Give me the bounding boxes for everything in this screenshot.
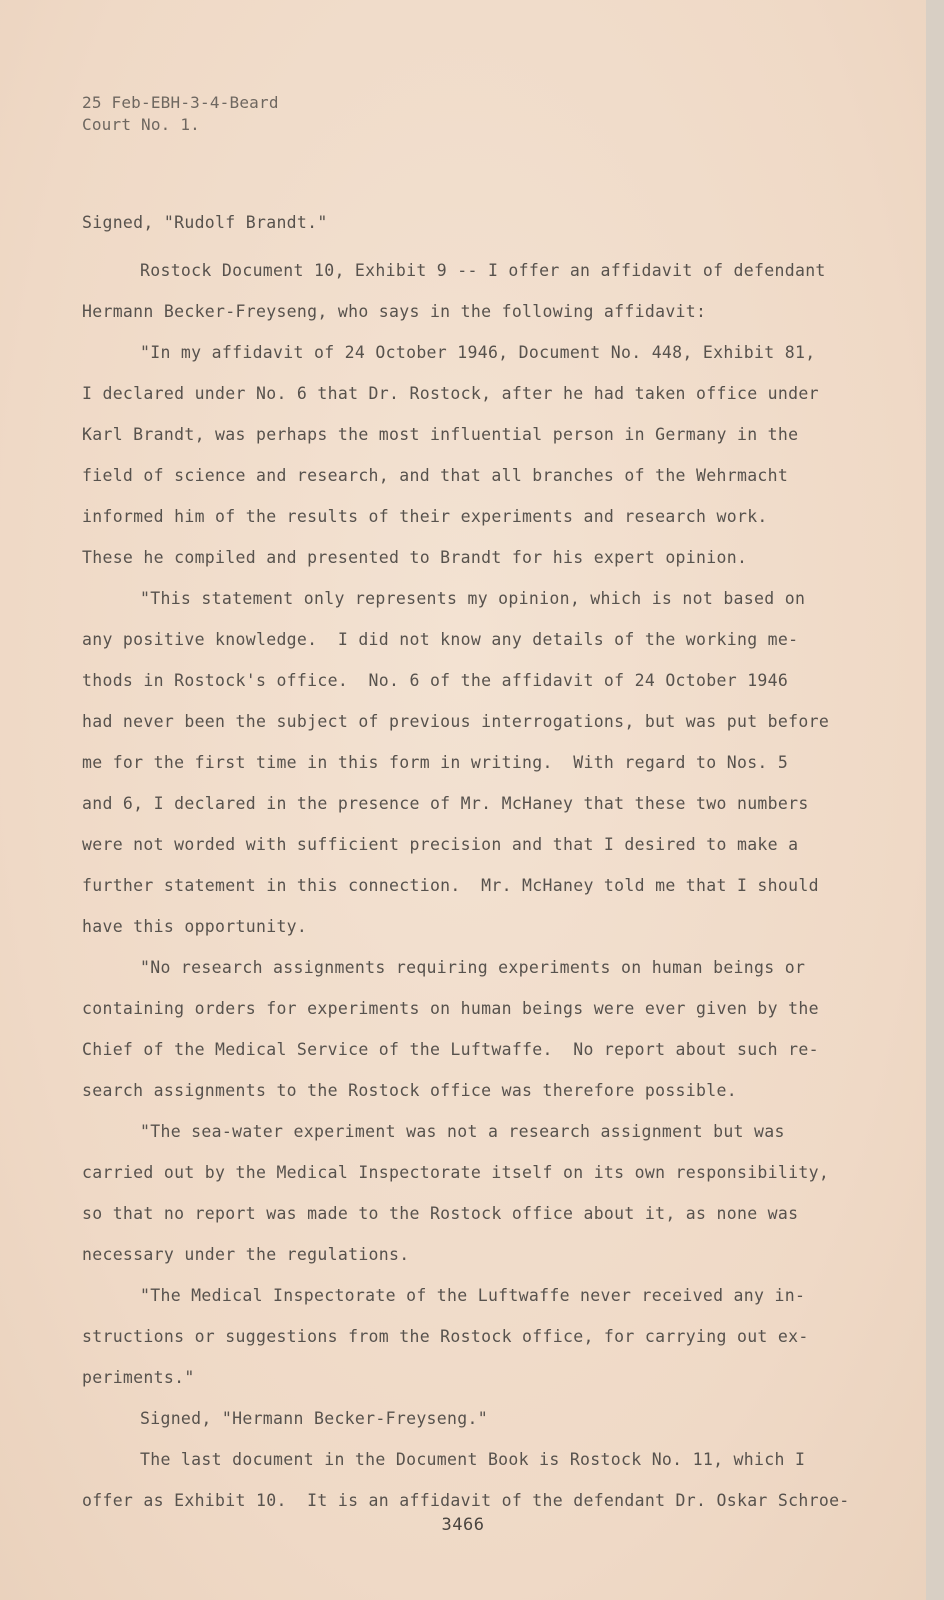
- text-line: were not worded with sufficient precision and that I desired to make a: [82, 835, 799, 854]
- text-line: Chief of the Medical Service of the Luftwaffe. No report about such re-: [82, 1040, 819, 1059]
- text-line: Rostock Document 10, Exhibit 9 -- I offer an affidavit of defendant: [140, 261, 826, 280]
- text-line: containing orders for experiments on human beings were ever given by the: [82, 999, 819, 1018]
- text-line: "This statement only represents my opinion, which is not based on: [140, 589, 806, 608]
- text-line: I declared under No. 6 that Dr. Rostock, after he had taken office under: [82, 384, 819, 403]
- text-line: "The sea-water experiment was not a research assignment but was: [140, 1122, 785, 1141]
- paragraph-affidavit-statement: [82, 332, 852, 578]
- text-line: so that no report was made to the Rostock office about it, as none was: [82, 1204, 799, 1223]
- text-line: had never been the subject of previous interrogations, but was put before: [82, 712, 830, 731]
- document-header: [82, 92, 279, 136]
- text-line: "No research assignments requiring experiments on human beings or: [140, 958, 806, 977]
- text-line: offer as Exhibit 10. It is an affidavit of the defendant Dr. Oskar Schroe-: [82, 1491, 850, 1510]
- text-line: "The Medical Inspectorate of the Luftwaffe never received any in-: [140, 1286, 806, 1305]
- text-line: and 6, I declared in the presence of Mr. McHaney that these two numbers: [82, 794, 809, 813]
- paragraph-sea-water: [82, 1111, 852, 1275]
- text-line: informed him of the results of their experiments and research work.: [82, 507, 768, 526]
- text-line: These he compiled and presented to Brandt for his expert opinion.: [82, 548, 748, 567]
- paragraph-research-assignments: [82, 947, 852, 1111]
- signature-brandt: Signed, "Rudolf Brandt.": [82, 213, 328, 232]
- text-line: search assignments to the Rostock office was therefore possible.: [82, 1081, 737, 1100]
- text-line: "In my affidavit of 24 October 1946, Document No. 448, Exhibit 81,: [140, 343, 816, 362]
- transcript-body: [82, 196, 852, 1521]
- text-line: have this opportunity.: [82, 917, 308, 936]
- text-line: periments.": [82, 1368, 195, 1387]
- paragraph-last-document: [82, 1439, 852, 1521]
- text-line: necessary under the regulations.: [82, 1245, 410, 1264]
- text-line: field of science and research, and that all branches of the Wehrmacht: [82, 466, 789, 485]
- text-line: any positive knowledge. I did not know any details of the working me-: [82, 630, 799, 649]
- paragraph-offer-affidavit: [82, 250, 852, 332]
- paragraph-opinion: [82, 578, 852, 947]
- signature-becker-freyseng: Signed, "Hermann Becker-Freyseng.": [140, 1409, 488, 1428]
- text-line: Karl Brandt, was perhaps the most influential person in Germany in the: [82, 425, 799, 444]
- page-number: 3466: [441, 1515, 485, 1535]
- text-line: carried out by the Medical Inspectorate itself on its own responsibility,: [82, 1163, 830, 1182]
- text-line: further statement in this connection. Mr. McHaney told me that I should: [82, 876, 819, 895]
- text-line: thods in Rostock's office. No. 6 of the affidavit of 24 October 1946: [82, 671, 789, 690]
- text-line: The last document in the Document Book is Rostock No. 11, which I: [140, 1450, 806, 1469]
- header-session-code: 25 Feb-EBH-3-4-Beard: [82, 93, 279, 112]
- text-line: structions or suggestions from the Rostock office, for carrying out ex-: [82, 1327, 809, 1346]
- text-line: Hermann Becker-Freyseng, who says in the following affidavit:: [82, 302, 707, 321]
- text-line: me for the first time in this form in writing. With regard to Nos. 5: [82, 753, 789, 772]
- paragraph-medical-inspectorate: [82, 1275, 852, 1398]
- header-court-number: Court No. 1.: [82, 115, 200, 134]
